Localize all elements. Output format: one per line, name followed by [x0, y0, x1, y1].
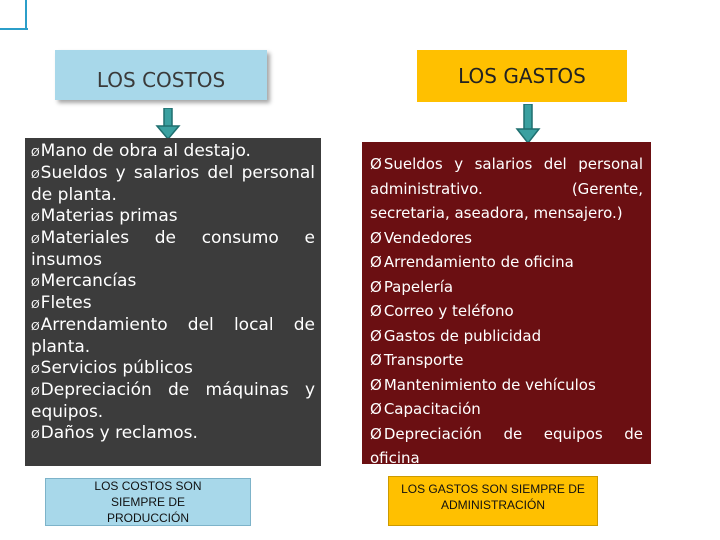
costos-list-item-text: Depreciación de máquinas y equipos.: [31, 380, 315, 422]
gastos-title-text: LOS GASTOS: [458, 64, 586, 88]
gastos-list-item-text: Capacitación: [383, 400, 481, 418]
arrow-bullet-icon: Ø: [370, 424, 382, 443]
arrow-bullet-icon: Ø: [31, 385, 40, 398]
arrow-bullet-icon: Ø: [31, 146, 40, 159]
gastos-list-item-text: Vendedores: [383, 228, 472, 247]
costos-list-item: [31, 380, 315, 423]
arrow-bullet-icon: Ø: [31, 298, 40, 311]
arrow-bullet-icon: Ø: [370, 326, 382, 345]
gastos-note-box: [388, 476, 598, 526]
costos-title-text: LOS COSTOS: [96, 68, 226, 92]
gastos-list-panel: [362, 142, 651, 467]
costos-list-item-text: Mercancías: [40, 271, 137, 291]
costos-list-item-text: Arrendamiento del local de planta.: [31, 315, 315, 357]
gastos-list-item-text: Transporte: [383, 351, 464, 369]
arrow-bullet-icon: Ø: [370, 228, 382, 247]
arrow-bullet-icon: Ø: [31, 276, 40, 289]
costos-list-item: [31, 163, 315, 206]
costos-list-item: [31, 293, 315, 315]
arrow-bullet-icon: Ø: [370, 400, 382, 418]
gastos-list-item: [370, 348, 643, 373]
gastos-list-item-text: Depreciación de equipos de oficina: [370, 424, 643, 467]
costos-down-arrow-icon: [155, 108, 181, 140]
gastos-list-item: [370, 250, 643, 275]
costos-list-item-text: Servicios públicos: [40, 358, 193, 378]
costos-list-item: [31, 423, 315, 445]
arrow-bullet-icon: Ø: [31, 363, 40, 376]
gastos-list-item: [370, 397, 643, 422]
arrow-bullet-icon: Ø: [370, 253, 382, 271]
gastos-list-item: [370, 152, 643, 226]
corner-line-vertical: [25, 0, 27, 30]
costos-list-item: [31, 315, 315, 358]
gastos-list-item-text: Arrendamiento de oficina: [383, 253, 574, 271]
costos-note-text: LOS COSTOS SON SIEMPRE DE PRODUCCIÓN: [94, 479, 202, 525]
gastos-list-item: [370, 226, 643, 251]
arrow-bullet-icon: Ø: [31, 320, 40, 333]
gastos-list-item-text: Papelería: [383, 277, 454, 296]
costos-list-panel: [25, 138, 321, 466]
arrow-bullet-icon: Ø: [31, 211, 40, 224]
costos-list-item: [31, 141, 315, 163]
gastos-note-text: LOS GASTOS SON SIEMPRE DE ADMINISTRACIÓN: [401, 482, 585, 512]
gastos-list-item-text: Gastos de publicidad: [383, 326, 542, 345]
costos-list-item-text: Materias primas: [40, 206, 178, 226]
costos-list-item-text: Daños y reclamos.: [40, 423, 198, 443]
costos-list-item-text: Sueldos y salarios del personal de planta.: [31, 163, 315, 205]
gastos-list-item: [370, 373, 643, 398]
gastos-list-item: [370, 299, 643, 324]
arrow-bullet-icon: Ø: [370, 302, 382, 320]
costos-list-item-text: Mano de obra al destajo.: [40, 141, 251, 161]
costos-title: [55, 50, 267, 100]
gastos-list-item: [370, 324, 643, 349]
costos-list-item: [31, 271, 315, 293]
arrow-bullet-icon: Ø: [370, 375, 382, 394]
gastos-down-arrow-icon: [515, 104, 541, 144]
costos-note-box: [45, 478, 251, 526]
costos-list-item: [31, 228, 315, 271]
costos-list-item-text: Fletes: [40, 293, 92, 313]
arrow-bullet-icon: Ø: [31, 168, 40, 181]
costos-list-item: [31, 358, 315, 380]
arrow-bullet-icon: Ø: [31, 428, 40, 441]
gastos-list-item: [370, 275, 643, 300]
gastos-list-item-text: Mantenimiento de vehículos: [383, 375, 596, 394]
costos-list-item: [31, 206, 315, 228]
arrow-bullet-icon: Ø: [370, 351, 382, 369]
costos-list-item-text: Materiales de consumo e insumos: [31, 228, 315, 270]
corner-line-horizontal: [0, 28, 28, 30]
gastos-list-item: [370, 422, 643, 471]
gastos-list-item-text: Sueldos y salarios del personal administrativo. (Gerente, secretaria, aseadora, mensajero.): [370, 155, 643, 222]
arrow-bullet-icon: Ø: [370, 277, 382, 296]
arrow-bullet-icon: Ø: [31, 233, 40, 246]
gastos-list-item-text: Correo y teléfono: [383, 302, 514, 320]
arrow-bullet-icon: Ø: [370, 155, 382, 173]
gastos-title: [417, 50, 627, 102]
